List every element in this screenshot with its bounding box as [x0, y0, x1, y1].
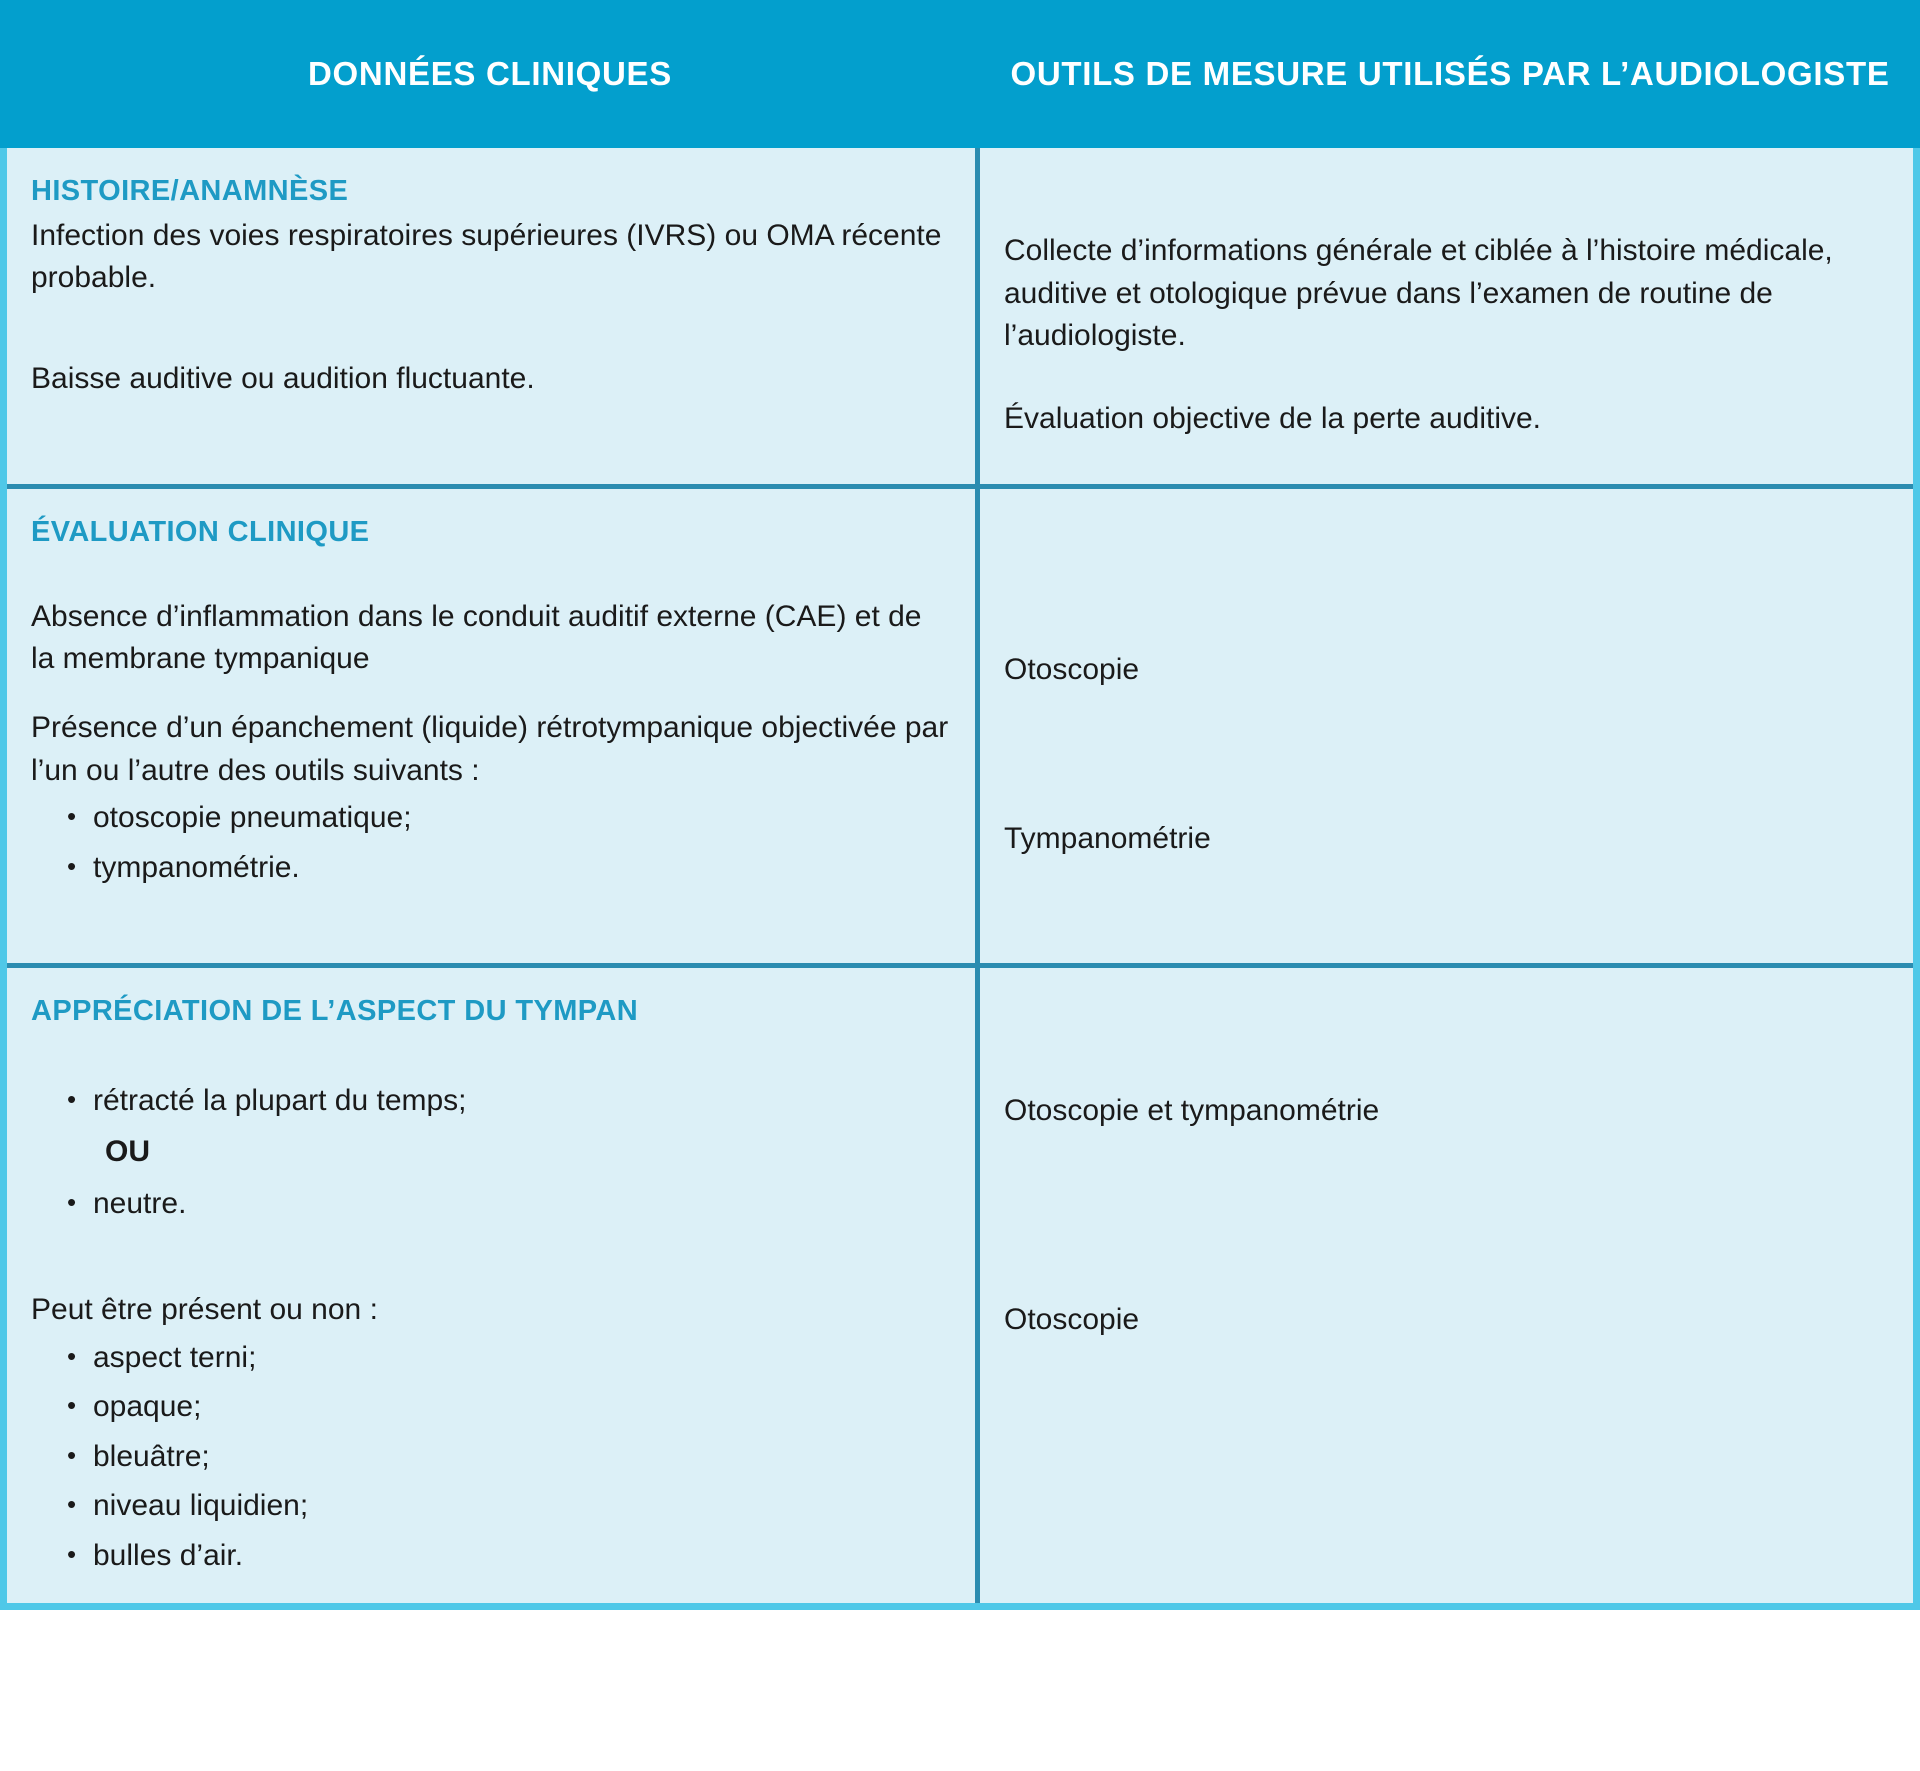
list-item: • niveau liquidien; — [93, 1484, 951, 1534]
spacer — [31, 1231, 951, 1289]
section-title-histoire-anamnese: HISTOIRE/ANAMNÈSE — [31, 175, 349, 207]
histoire-paragraph-2: Baisse auditive ou audition fluctuante. — [31, 361, 535, 395]
list-item: • bleuâtre; — [93, 1435, 951, 1485]
appreciation-aspect-list — [31, 1079, 951, 1232]
row-evaluation-clinique-left-cell — [7, 489, 980, 963]
outils-histoire-paragraph-2: Évaluation objective de la perte auditive. — [1004, 401, 1542, 435]
spacer — [31, 1035, 951, 1075]
section-title-appreciation-tympan: APPRÉCIATION DE L’ASPECT DU TYMPAN — [31, 995, 639, 1027]
list-item: • opaque; — [93, 1385, 951, 1435]
section-title-evaluation-clinique: ÉVALUATION CLINIQUE — [31, 516, 370, 548]
spacer — [1004, 994, 1889, 1090]
row-histoire-anamnese-right-cell — [980, 148, 1913, 484]
spacer — [1004, 515, 1889, 649]
spacer — [31, 556, 951, 596]
appreciation-signes-list — [31, 1336, 951, 1584]
table-body — [0, 148, 1920, 1610]
list-item: • tympanométrie. — [93, 846, 951, 896]
outils-appreciation-item-1: Otoscopie et tympanométrie — [1004, 1094, 1380, 1127]
outils-evaluation-item-2: Tympanométrie — [1004, 821, 1211, 855]
table-row — [7, 148, 1913, 484]
row-appreciation-tympan-left-cell — [7, 968, 980, 1603]
spacer — [1004, 692, 1889, 818]
table-header-row — [0, 0, 1920, 148]
outils-histoire-paragraph-1: Collecte d’informations générale et ciblée à l’histoire médicale, auditive et otologique prévue dans l’examen de routine de l’audiologiste. — [1004, 234, 1833, 353]
appreciation-paragraph-1: Peut être présent ou non : — [31, 1293, 378, 1327]
evaluation-paragraph-1: Absence d’inflammation dans le conduit auditif externe (CAE) et de la membrane tympanique — [31, 599, 922, 676]
column-header-label-right: OUTILS DE MESURE UTILISÉS PAR L’AUDIOLOGISTE — [1010, 55, 1890, 93]
column-header-donnees-cliniques — [0, 0, 980, 148]
list-item: • otoscopie pneumatique; — [93, 796, 951, 846]
table-row — [7, 963, 1913, 1603]
column-header-outils-mesure — [980, 0, 1920, 148]
list-conjunction-ou: OU — [105, 1135, 150, 1169]
spacer — [31, 681, 951, 707]
row-evaluation-clinique-right-cell — [980, 489, 1913, 963]
table-row — [7, 484, 1913, 963]
row-appreciation-tympan-right-cell — [980, 968, 1913, 1603]
list-item: • neutre. — [93, 1182, 951, 1232]
column-header-label-left: DONNÉES CLINIQUES — [308, 55, 672, 93]
outils-evaluation-item-1: Otoscopie — [1004, 653, 1140, 686]
spacer — [31, 300, 951, 358]
list-item: • aspect terni; — [93, 1336, 951, 1386]
evaluation-paragraph-2: Présence d’un épanchement (liquide) rétrotympanique objectivée par l’un ou l’autre des outils suivants : — [31, 710, 949, 787]
list-item: • bulles d’air. — [93, 1534, 951, 1584]
list-item: • rétracté la plupart du temps; — [93, 1079, 951, 1129]
row-histoire-anamnese-left-cell — [7, 148, 980, 484]
spacer — [1004, 358, 1889, 398]
spacer — [1004, 174, 1889, 230]
spacer — [1004, 1133, 1889, 1299]
evaluation-outils-list — [31, 796, 951, 895]
outils-appreciation-item-2: Otoscopie — [1004, 1302, 1140, 1336]
histoire-paragraph-1: Infection des voies respiratoires supérieures (IVRS) ou OMA récente probable. — [31, 218, 942, 295]
